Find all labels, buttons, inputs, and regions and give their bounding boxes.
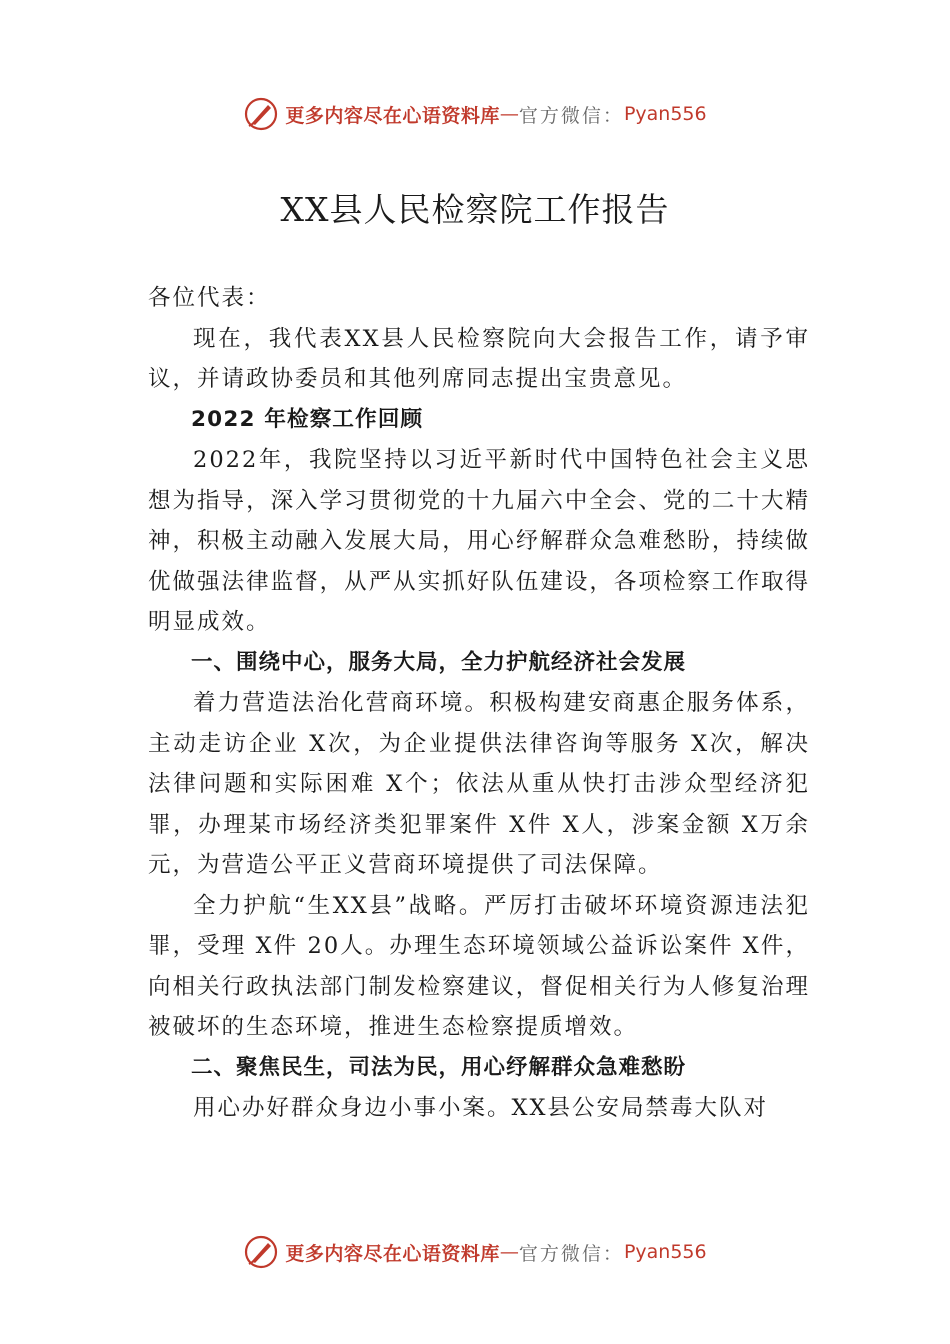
section-1-paragraph-2: 全力护航“生XX县”战略。严厉打击破坏环境资源违法犯罪，受理 X件 20人。办理生态环境领域公益诉讼案件 X件，向相关行政执法部门制发检察建议，督促相关行为人修复治理被破坏的生态环境，推进生态检察提质增效。 bbox=[148, 892, 810, 1040]
watermark-main-text: 更多内容尽在心语资料库 bbox=[285, 104, 500, 127]
watermark-label: 官方微信： bbox=[518, 1242, 624, 1265]
quill-logo-icon bbox=[243, 96, 279, 132]
watermark-separator: — bbox=[499, 103, 519, 125]
watermark-wechat-id: Pyan556 bbox=[623, 103, 707, 125]
watermark-wechat-id: Pyan556 bbox=[623, 1241, 707, 1263]
review-paragraph: 2022年，我院坚持以习近平新时代中国特色社会主义思想为指导，深入学习贯彻党的十九届六中全会、党的二十大精神，积极主动融入发展大局，用心纾解群众急难愁盼，持续做优做强法律监督，从严从实抓好队伍建设，各项检察工作取得明显成效。 bbox=[148, 447, 810, 635]
watermark-main-text: 更多内容尽在心语资料库 bbox=[285, 1242, 500, 1265]
section-2-paragraph-1: 用心办好群众身边小事小案。XX县公安局禁毒大队对 bbox=[193, 1095, 769, 1121]
watermark-label: 官方微信： bbox=[518, 104, 624, 127]
document-body bbox=[148, 278, 810, 1129]
section-1-heading: 一、围绕中心，服务大局，全力护航经济社会发展 bbox=[191, 649, 687, 675]
intro-paragraph: 现在，我代表XX县人民检察院向大会报告工作，请予审议，并请政协委员和其他列席同志提出宝贵意见。 bbox=[148, 325, 810, 392]
section-2-heading: 二、聚焦民生，司法为民，用心纾解群众急难愁盼 bbox=[191, 1054, 687, 1080]
document-title: XX县人民检察院工作报告 bbox=[280, 190, 670, 229]
section-1-paragraph-1: 着力营造法治化营商环境。积极构建安商惠企服务体系，主动走访企业 X次，为企业提供法律咨询等服务 X次，解决法律问题和实际困难 X个；依法从重从快打击涉众型经济犯罪，办理某市场经济类犯罪案件 X件 X人，涉案金额 X万余元，为营造公平正义营商环境提供了司法保障。 bbox=[148, 690, 810, 878]
watermark-banner-bottom bbox=[0, 1232, 950, 1272]
greeting: 各位代表： bbox=[148, 285, 271, 311]
review-heading: 2022 年检察工作回顾 bbox=[191, 406, 424, 432]
quill-logo-icon bbox=[243, 1234, 279, 1270]
watermark-banner-top bbox=[0, 94, 950, 134]
watermark-separator: — bbox=[499, 1241, 519, 1263]
